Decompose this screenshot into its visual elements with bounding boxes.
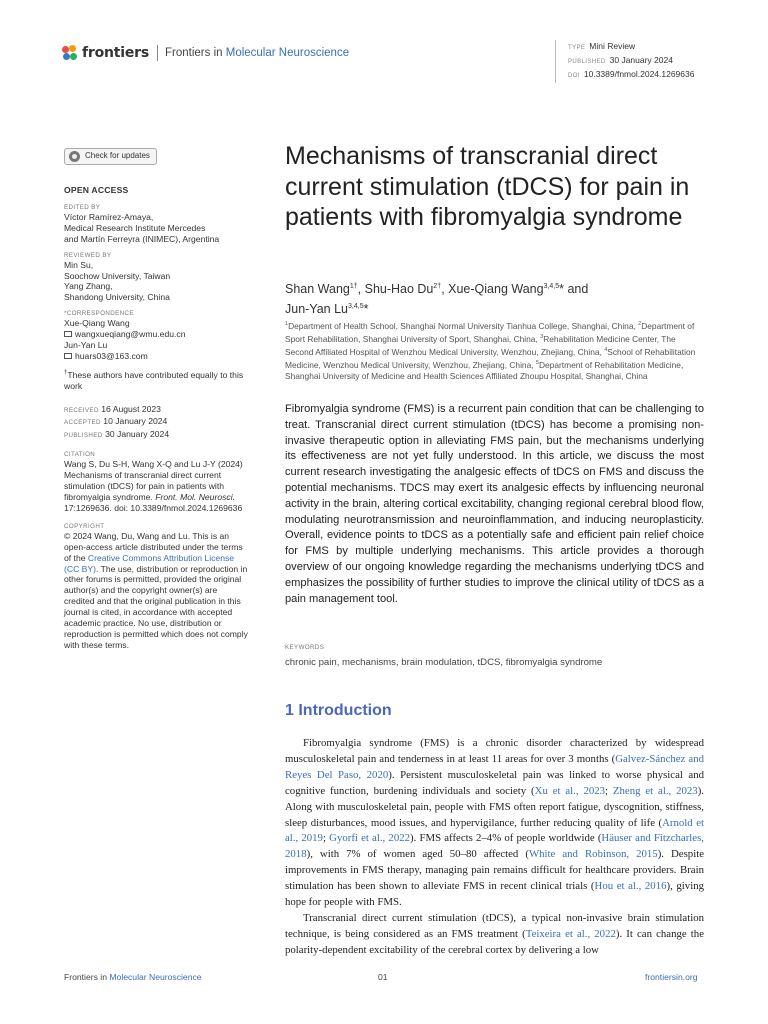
journal-header bbox=[62, 42, 349, 64]
copyright: COPYRIGHT © 2024 Wang, Du, Wang and Lu. This is an open-access article distributed under the terms of the Creative Commons Attribution License (CC BY). The use, distribution or reproduction in other forums is permitted, provided the original author(s) and the copyright owner(s) are credited and that the original publication in this journal is cited, in accordance with accepted academic practice. No use, distribution or reproduction is permitted which does not comply with these terms. bbox=[64, 522, 248, 650]
keywords: chronic pain, mechanisms, brain modulation, tDCS, fibromyalgia syndrome bbox=[285, 657, 603, 668]
reference-link[interactable]: White and Robinson, 2015 bbox=[528, 848, 658, 861]
equal-contribution-note: †These authors have contributed equally to this work bbox=[64, 369, 244, 391]
frontiers-logo-icon bbox=[62, 45, 78, 61]
edited-by: EDITED BY Víctor Ramírez-Amaya, Medical Research Institute Mercedes and Martín Ferreyra (INIMEC), Argentina bbox=[64, 203, 220, 244]
reference-link[interactable]: Zheng et al., 2023 bbox=[612, 784, 698, 797]
email-link[interactable]: wangxueqiang@wmu.edu.cn bbox=[75, 329, 186, 340]
section-heading: 1 Introduction bbox=[285, 702, 392, 719]
footer-journal[interactable]: Frontiers in Molecular Neuroscience bbox=[64, 972, 202, 982]
header-divider bbox=[157, 45, 158, 61]
published-date: 30 January 2024 bbox=[609, 55, 673, 66]
reference-link[interactable]: Galvez-Sánchez and Reyes Del Paso, 2020 bbox=[285, 752, 704, 781]
reviewed-by: REVIEWED BY Min Su, Soochow University, Taiwan Yang Zhang, Shandong University, China bbox=[64, 251, 171, 303]
author-list: Shan Wang$^{1\dagger}$, Shu-Hao $Du^{2\dagger}$, Xue-Qiang Wang$^{3,4,5}$* and Jun-Yan Lu$^{3,4,5}$* bbox=[285, 282, 589, 317]
open-access-label: OPEN ACCESS bbox=[64, 185, 129, 195]
body-text bbox=[285, 736, 704, 959]
abstract: Fibromyalgia syndrome (FMS) is a recurrent pain condition that can be challenging to treat. Transcranial direct current stimulation (tDCS) has become a promising non-invasive therapeutic option in alleviating FMS pain, but the mechanisms underlying its effectiveness are not yet fully understood. In this article, we discuss the most current research investigating the analgesic effects of tDCS on FMS and discuss the potential mechanisms. TDCS may exert its analgesic effects by influencing neuronal activity in the brain, altering cortical excitability, changing regional cerebral blood flow, modulating neurotransmission and neuroinflammation, and inducing neuroplasticity. Overall, evidence points to tDCS as a potentially safe and efficient pain relief choice for FMS by multiple underlying mechanisms. This article provides a thorough overview of our ongoing knowledge regarding the mechanisms underlying tDCS and emphasizes the possibility of further studies to improve the clinical utility of tDCS as a pain management tool. bbox=[285, 403, 704, 605]
mail-icon bbox=[64, 331, 72, 337]
paragraph: Fibromyalgia syndrome (FMS) is a chronic disorder characterized by widespread musculoskeletal pain and tenderness in at least 11 areas for over 3 months (Galvez-Sánchez and Reyes Del Paso, 2020). Persistent musculoskeletal pain was linked to worse physical and cognitive function, burdening individuals and society (Xu et al., 2023; Zheng et al., 2023). Along with musculoskeletal pain, people with FMS often report fatigue, dyscognition, stiffness, sleep disturbances, mood issues, and hypervigilance, further reducing quality of life (Arnold et al., 2019; Gyorfi et al., 2022). FMS affects 2–4% of people worldwide (Häuser and Fitzcharles, 2018), with 7% of women aged 50–80 affected (White and Robinson, 2015). Despite improvements in FMS therapy, managing pain remains difficult for healthcare providers. Brain stimulation has been shown to alleviate FMS in recent clinical trials (Hou et al., 2016), giving hope for people with FMS. bbox=[285, 737, 704, 909]
article-title: Mechanisms of transcranial direct current stimulation (tDCS) for pain in patients with fibromyalgia syndrome bbox=[285, 142, 690, 231]
footer-site-link[interactable]: frontiersin.org bbox=[645, 972, 698, 982]
keywords-label: KEYWORDS bbox=[285, 644, 325, 651]
page-number: 01 bbox=[378, 972, 388, 982]
article-type: Mini Review bbox=[589, 41, 636, 51]
article-meta: TYPE Mini Review PUBLISHED 30 January 2024 DOI 10.3389/fnmol.2024.1269636 bbox=[555, 40, 694, 83]
article-dates: RECEIVED 16 August 2023 ACCEPTED 10 January 2024 PUBLISHED 30 January 2024 bbox=[64, 403, 170, 440]
citation-doi[interactable]: doi: 10.3389/fnmol.2024.1269636 bbox=[114, 502, 243, 513]
email-link[interactable]: huars03@163.com bbox=[75, 350, 148, 361]
reference-link[interactable]: Arnold et al., 2019 bbox=[285, 816, 704, 845]
paragraph: Transcranial direct current stimulation (tDCS), a typical non-invasive brain stimulation technique, is being considered as an FMS treatment (Teixeira et al., 2022). It can change the polarity-dependent excitability of the cerebral cortex by delivering a low bbox=[285, 911, 704, 956]
reference-link[interactable]: Teixeira et al., 2022 bbox=[525, 927, 616, 940]
doi-link[interactable]: 10.3389/fnmol.2024.1269636 bbox=[583, 69, 695, 80]
check-for-updates-button[interactable]: Check for updates bbox=[64, 148, 157, 165]
reference-link[interactable]: Xu et al., 2023 bbox=[534, 784, 606, 797]
sidebar bbox=[64, 148, 249, 657]
frontiers-wordmark: frontiers bbox=[82, 45, 150, 61]
reference-link[interactable]: Hou et al., 2016 bbox=[594, 880, 667, 893]
journal-name[interactable]: Frontiers in Molecular Neuroscience bbox=[165, 47, 350, 59]
affiliations: $^1$Department of Health School, Shanghai Normal University Tianhua College, Shanghai, China, $^2$Department of Sport Rehabilitation, Shanghai University of Sport, Shanghai, China, $^3$Rehabilitation Medicine Center, The Second Affiliated Hospital of Wenzhou Medical University, Wenzhou, Zhejiang, China, $^4$School of Rehabilitation Medicine, Wenzhou Medical University, Wenzhou, Zhejiang, China, $^5$Department of Rehabilitation Medicine, Shanghai University of Medicine and Health Sciences Affiliated Zhoupu Hospital, Shanghai, China bbox=[285, 320, 696, 382]
citation: CITATION Wang S, Du S-H, Wang X-Q and Lu J-Y (2024) Mechanisms of transcranial direct current stimulation (tDCS) for pain in patients with fibromyalgia syndrome. Front. Mol. Neurosci. 17:1269636. doi: 10.3389/fnmol.2024.1269636 bbox=[64, 451, 243, 513]
license-link[interactable]: Creative Commons Attribution License (CC BY) bbox=[64, 552, 235, 574]
correspondence: *CORRESPONDENCE Xue-Qiang Wang wangxueqiang@wmu.edu.cn Jun-Yan Lu huars03@163.com bbox=[64, 310, 186, 361]
reference-link[interactable]: Gyorfi et al., 2022 bbox=[329, 832, 411, 845]
reference-link[interactable]: Häuser and Fitzcharles, 2018 bbox=[285, 832, 704, 861]
mail-icon bbox=[64, 353, 72, 359]
update-icon bbox=[69, 151, 80, 162]
